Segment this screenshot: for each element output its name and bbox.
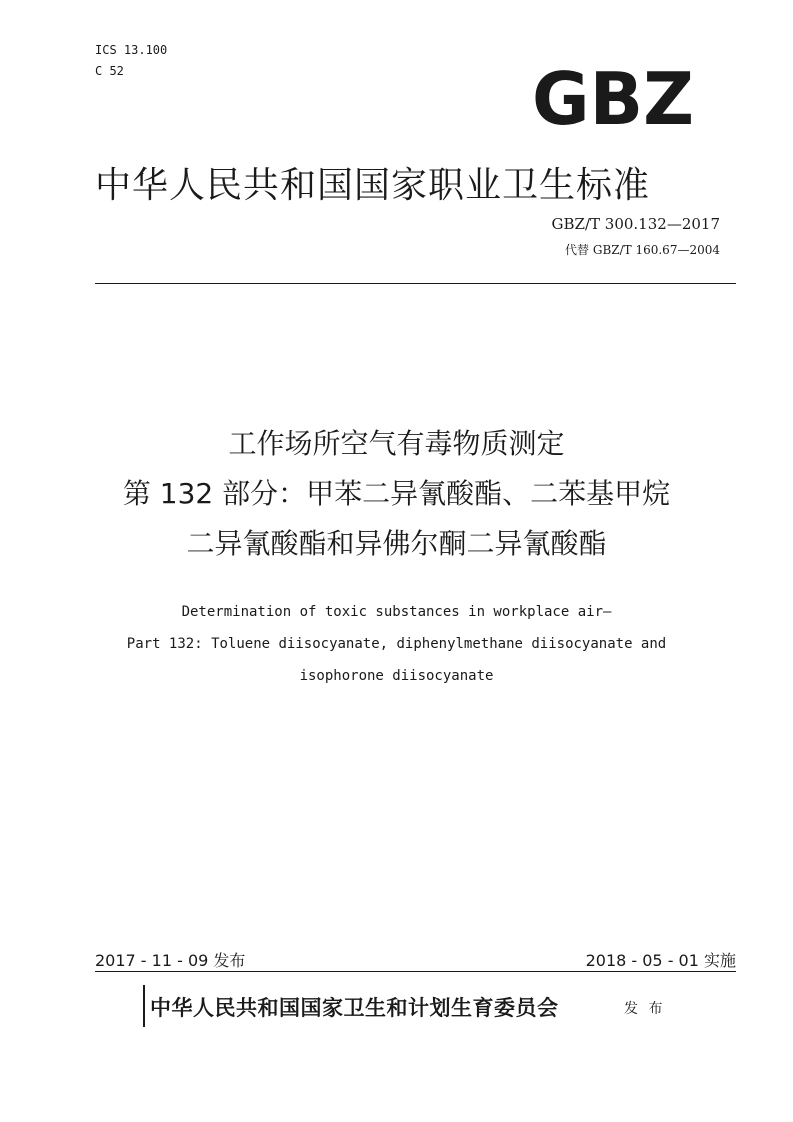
header-divider — [95, 283, 736, 284]
standard-code: GBZ/T 300.132—2017 — [551, 215, 720, 233]
ics-code: ICS 13.100 — [95, 43, 168, 57]
publish-label: 发 布 — [624, 1001, 666, 1017]
title-line-2: 第 132 部分：甲苯二异氰酸酯、二苯基甲烷 — [122, 477, 671, 510]
english-title-line-2: Part 132: Toluene diisocyanate, diphenylmethane diisocyanate and — [126, 636, 667, 652]
title-line-1: 工作场所空气有毒物质测定 — [228, 427, 565, 460]
classification-codes — [95, 40, 167, 82]
logo-text: GBZ — [532, 62, 694, 132]
ccs-code: C 52 — [95, 64, 124, 78]
english-title-line-3: isophorone diisocyanate — [299, 668, 494, 684]
title-line-3: 二异氰酸酯和异佛尔酮二异氰酸酯 — [186, 527, 607, 560]
gbz-logo — [528, 62, 698, 132]
issued-date: 2017 - 11 - 09 发布 — [95, 951, 246, 970]
effective-date: 2018 - 05 - 01 实施 — [585, 951, 736, 970]
english-title-line-1: Determination of toxic substances in workplace air— — [181, 604, 612, 620]
issuer-mark — [143, 985, 145, 1027]
replaces-note: 代替 GBZ/T 160.67—2004 — [565, 243, 720, 257]
footer-divider — [95, 971, 736, 972]
issuing-authority: 中华人民共和国国家卫生和计划生育委员会 — [150, 995, 559, 1020]
standard-category: 中华人民共和国国家职业卫生标准 — [95, 165, 651, 206]
